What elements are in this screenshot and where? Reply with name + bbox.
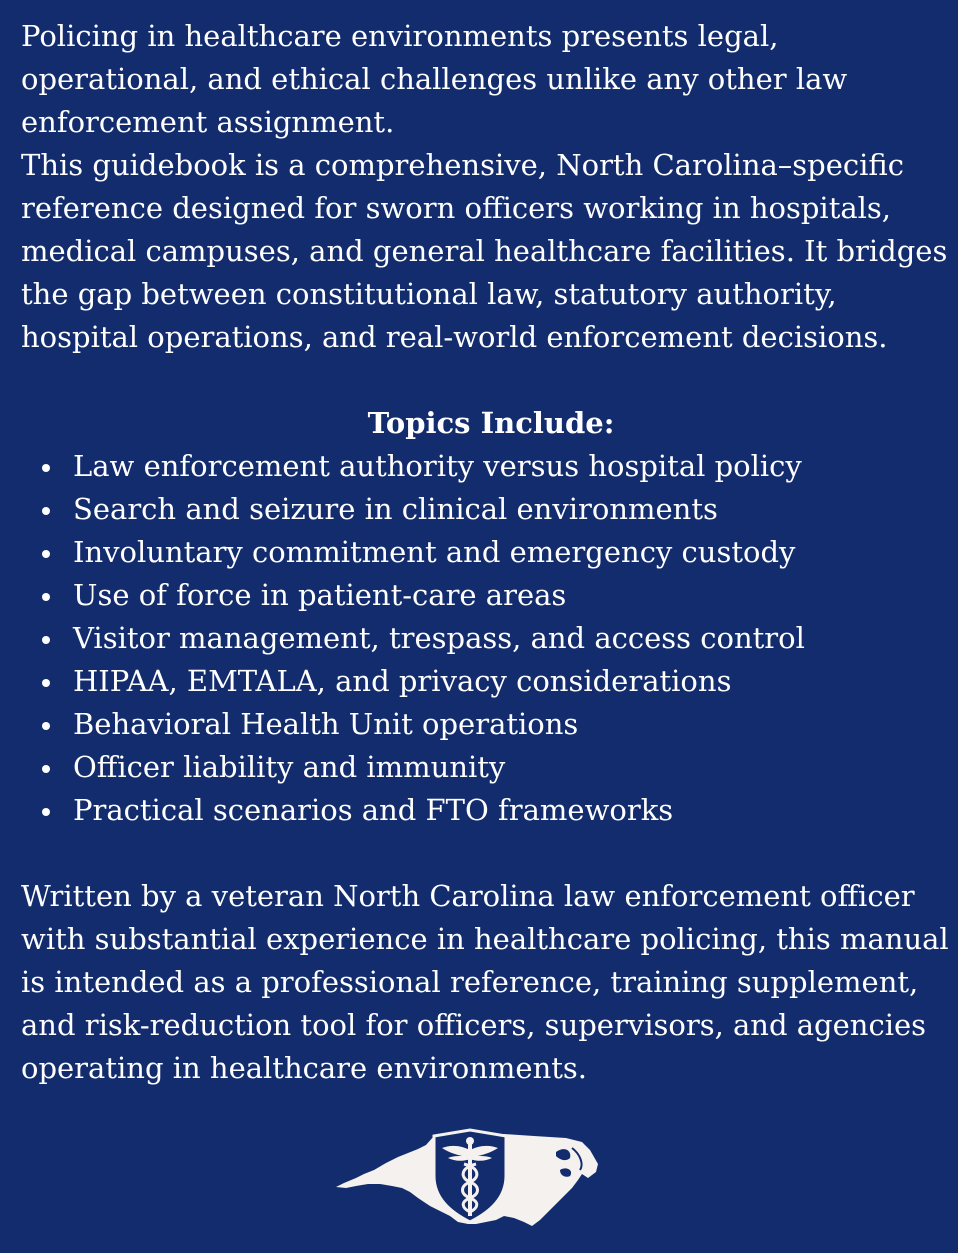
list-item-text: Officer liability and immunity	[73, 750, 506, 784]
bullet-icon	[42, 636, 50, 644]
bullet-icon	[42, 765, 50, 773]
list-item	[21, 574, 951, 617]
list-item	[21, 531, 951, 574]
topics-heading: Topics Include:	[367, 406, 615, 440]
closing-paragraph: Written by a veteran North Carolina law enforcement officer with substantial experience in healthcare policing, this manual is intended as a professional reference, training supplement, and risk-reduction tool for officers, supervisors, and agencies operating in healthcare environments.	[21, 879, 949, 1085]
list-item-text: Use of force in patient-care areas	[73, 578, 567, 612]
list-item	[21, 703, 951, 746]
list-item	[21, 789, 951, 832]
description-text-block	[21, 15, 951, 1090]
list-item-text: Search and seizure in clinical environments	[73, 492, 718, 526]
list-item-text: Visitor management, trespass, and access control	[73, 621, 805, 655]
list-item	[21, 660, 951, 703]
bullet-icon	[42, 722, 50, 730]
bullet-icon	[42, 593, 50, 601]
list-item	[21, 488, 951, 531]
north-carolina-caduceus-logo-icon	[334, 1126, 600, 1226]
topics-list	[21, 445, 951, 832]
list-item-text: Practical scenarios and FTO frameworks	[73, 793, 674, 827]
list-item-text: Behavioral Health Unit operations	[73, 707, 579, 741]
list-item	[21, 445, 951, 488]
intro-paragraph-1: Policing in healthcare environments presents legal, operational, and ethical challenges unlike any other law enforcement assignment.	[21, 19, 848, 139]
bullet-icon	[42, 679, 50, 687]
list-item	[21, 617, 951, 660]
bullet-icon	[42, 464, 50, 472]
bullet-icon	[42, 507, 50, 515]
spacer	[21, 832, 951, 875]
list-item	[21, 746, 951, 789]
bullet-icon	[42, 808, 50, 816]
list-item-text: HIPAA, EMTALA, and privacy considerations	[73, 664, 732, 698]
spacer	[21, 359, 951, 402]
list-item-text: Involuntary commitment and emergency custody	[73, 535, 796, 569]
staff-top-icon	[466, 1137, 474, 1145]
list-item-text: Law enforcement authority versus hospital policy	[73, 449, 802, 483]
intro-paragraph-2: This guidebook is a comprehensive, North Carolina–specific reference designed for sworn officers working in hospitals, medical campuses, and general healthcare facilities. It bridges the gap between constitutional law, statutory authority, hospital operations, and real-world enforcement decisions.	[21, 148, 948, 354]
bullet-icon	[42, 550, 50, 558]
